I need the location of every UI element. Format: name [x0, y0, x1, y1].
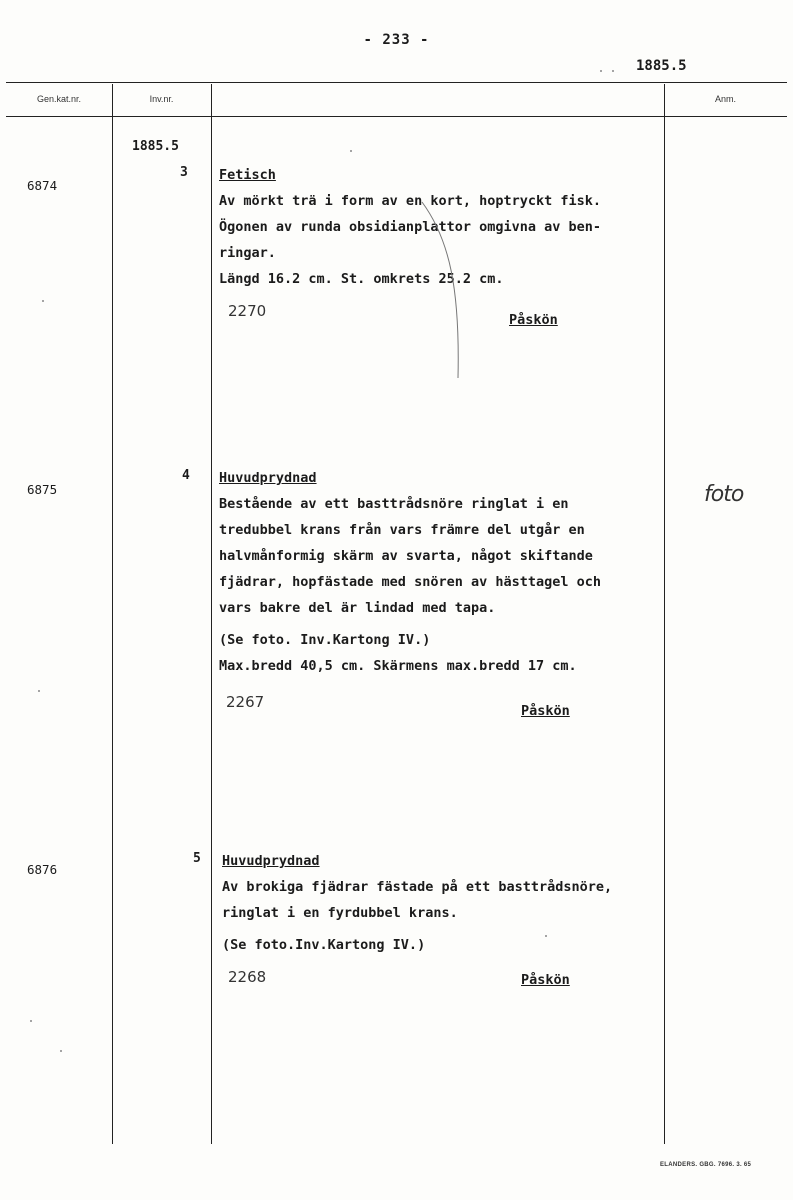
- place-name: Påskön: [509, 312, 558, 328]
- column-header-gen-kat-nr: Gen.kat.nr.: [36, 94, 82, 104]
- entry-line: Längd 16.2 cm. St. omkrets 25.2 cm.: [219, 271, 504, 287]
- inv-nr-5: 5: [193, 851, 201, 866]
- entry-measurements: Max.bredd 40,5 cm. Skärmens max.bredd 17 cm.: [219, 658, 577, 674]
- scan-speck: [612, 70, 614, 72]
- inv-nr-4: 4: [182, 468, 190, 483]
- inv-year: 1885.5: [132, 139, 179, 154]
- entry-reference: (Se foto. Inv.Kartong IV.): [219, 632, 431, 648]
- scan-speck: [545, 935, 547, 937]
- page-number: - 233 -: [363, 32, 430, 48]
- gen-kat-nr-6874: 6874: [27, 178, 58, 193]
- gen-kat-nr-6876: 6876: [27, 862, 58, 877]
- entry-line: Av mörkt trä i form av en kort, hoptryckt fisk.: [219, 193, 602, 209]
- entry-line: Bestående av ett basttrådsnöre ringlat i en: [219, 496, 569, 512]
- entry-line: tredubbel krans från vars främre del utgår en: [219, 522, 585, 538]
- entry-line: vars bakre del är lindad med tapa.: [219, 600, 496, 616]
- column-header-anm: Anm.: [714, 94, 736, 104]
- handwritten-number: 2267: [226, 693, 265, 711]
- handwritten-number: 2268: [228, 968, 267, 986]
- entry-line: Ögonen av runda obsidianplattor omgivna av ben-: [219, 219, 602, 235]
- place-name: Påskön: [521, 703, 570, 719]
- column-divider-inv-desc: [211, 84, 212, 1144]
- entry-reference: (Se foto.Inv.Kartong IV.): [222, 937, 426, 953]
- column-header-inv-nr: Inv.nr.: [149, 94, 174, 104]
- place-name: Påskön: [521, 972, 570, 988]
- scan-speck: [42, 300, 44, 302]
- entry-line: ringar.: [219, 245, 276, 261]
- entry-6875: [219, 465, 667, 679]
- scan-speck: [60, 1050, 62, 1052]
- column-divider-gen-inv: [112, 84, 113, 1144]
- gen-kat-nr-6875: 6875: [27, 482, 58, 497]
- printer-mark: ELANDERS. GBG. 7696. 3. 65: [660, 1162, 752, 1168]
- scan-speck: [350, 150, 352, 152]
- entry-title: Fetisch: [219, 167, 276, 183]
- anm-note: foto: [704, 482, 744, 507]
- entry-line: fjädrar, hopfästade med snören av hästtagel och: [219, 574, 602, 590]
- entry-6876: [222, 848, 692, 958]
- entry-title: Huvudprydnad: [219, 470, 317, 486]
- table-top-rule: [6, 82, 787, 83]
- entry-line: Av brokiga fjädrar fästade på ett basttrådsnöre,: [222, 879, 613, 895]
- handwritten-number: 2270: [228, 302, 267, 320]
- inv-nr-3: 3: [180, 165, 188, 180]
- table-header-rule: [6, 116, 787, 117]
- entry-line: halvmånformig skärm av svarta, något skiftande: [219, 548, 593, 564]
- pencil-stroke: [420, 200, 470, 380]
- scan-speck: [600, 70, 602, 72]
- scan-speck: [38, 690, 40, 692]
- entry-line: ringlat i en fyrdubbel krans.: [222, 905, 458, 921]
- page-year-reference: 1885.5: [636, 58, 687, 74]
- scan-speck: [30, 1020, 32, 1022]
- entry-title: Huvudprydnad: [222, 853, 320, 869]
